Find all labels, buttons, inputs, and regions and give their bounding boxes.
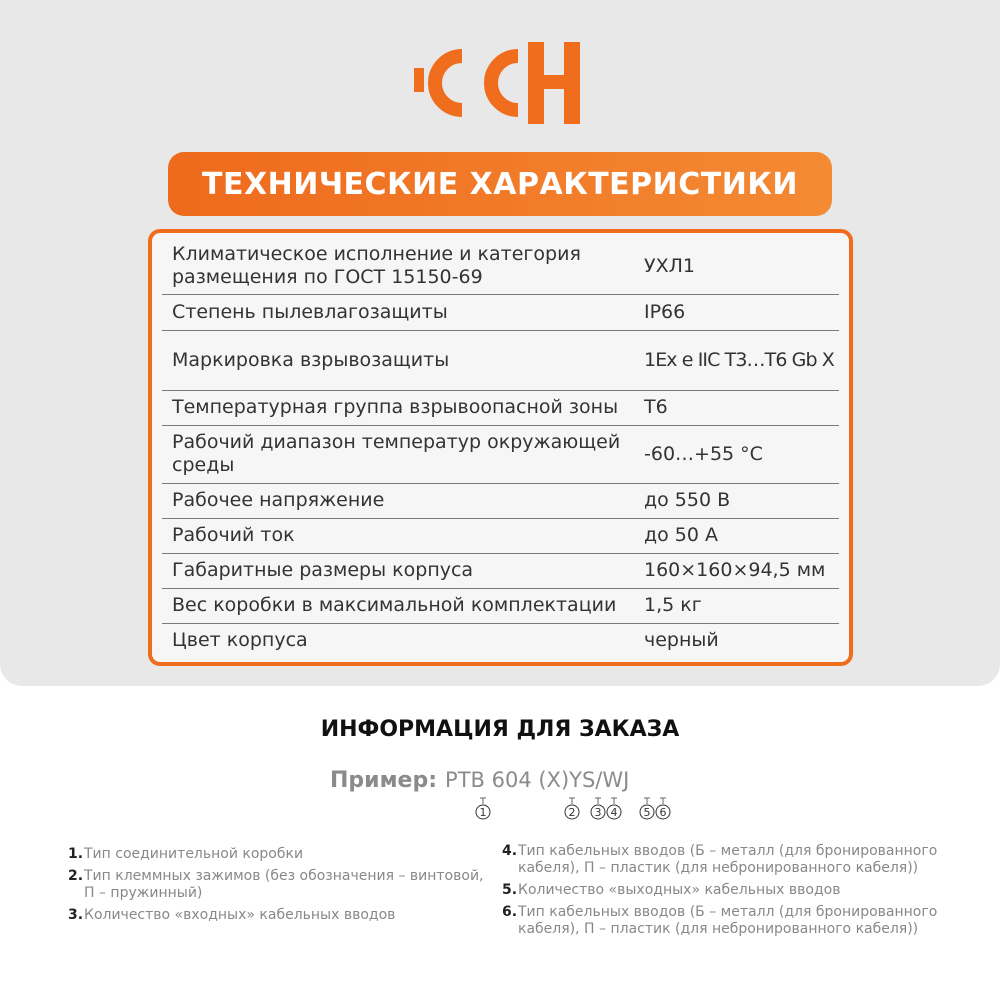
- example-code: РТВ 604 (X)YS/WJ: [445, 768, 630, 792]
- marker-number: 6: [659, 806, 667, 819]
- marker-number: 4: [610, 806, 618, 819]
- cci-logo: [414, 42, 584, 124]
- marker-5: [640, 798, 654, 819]
- legend-text: Количество «входных» кабельных вводов: [84, 907, 396, 923]
- legend-number: 6.: [502, 904, 518, 920]
- spec-key: Рабочее напряжение: [162, 483, 640, 518]
- legend-text: Тип клеммных зажимов (без обозначения – винтовой, П – пружинный): [84, 868, 484, 901]
- spec-value: 1,5 кг: [640, 588, 839, 623]
- spec-row: [162, 483, 839, 518]
- spec-row: [162, 553, 839, 588]
- marker-4: [607, 798, 621, 819]
- legend-item: [68, 868, 488, 902]
- legend-item: [502, 904, 942, 938]
- spec-row: [162, 588, 839, 623]
- legend-number: 4.: [502, 843, 518, 859]
- legend-item: [502, 843, 942, 877]
- legend-number: 5.: [502, 882, 518, 898]
- spec-row: [162, 623, 839, 658]
- legend-item: [502, 882, 942, 899]
- spec-key: Габаритные размеры корпуса: [162, 553, 640, 588]
- spec-value: 160×160×94,5 мм: [640, 553, 839, 588]
- marker-number: 2: [568, 806, 576, 819]
- spec-value: -60…+55 °C: [640, 425, 839, 483]
- order-example: [330, 768, 629, 798]
- legend-item: [68, 907, 488, 924]
- spec-value: до 50 А: [640, 518, 839, 553]
- spec-value: черный: [644, 629, 719, 652]
- spec-row: [162, 330, 839, 390]
- code-markers: [0, 796, 1000, 822]
- specs-title: ТЕХНИЧЕСКИЕ ХАРАКТЕРИСТИКИ: [168, 152, 832, 216]
- specs-table-frame: [148, 229, 853, 666]
- marker-1: [476, 798, 490, 819]
- marker-number: 5: [643, 806, 651, 819]
- legend-text: Тип кабельных вводов (Б – металл (для бронированного кабеля), П – пластик (для небронированного кабеля)): [518, 904, 938, 937]
- legend-number: 2.: [68, 868, 84, 884]
- legend-text: Тип кабельных вводов (Б – металл (для бронированного кабеля), П – пластик (для небронированного кабеля)): [518, 843, 938, 876]
- spec-key: Климатическое исполнение и категория размещения по ГОСТ 15150-69: [162, 239, 640, 294]
- spec-value: IP66: [640, 294, 839, 330]
- example-label: Пример:: [330, 768, 438, 793]
- spec-key: Цвет корпуса: [172, 629, 308, 652]
- marker-3: [591, 798, 605, 819]
- legend-text: Количество «выходных» кабельных вводов: [518, 882, 841, 898]
- spec-value: Т6: [640, 390, 839, 425]
- specs-table: [162, 239, 839, 658]
- legend-right: [502, 843, 942, 943]
- spec-row: [162, 294, 839, 330]
- legend-number: 3.: [68, 907, 84, 923]
- marker-number: 3: [594, 806, 602, 819]
- marker-6: [656, 798, 670, 819]
- spec-value: до 550 В: [640, 483, 839, 518]
- spec-row: [162, 239, 839, 294]
- spec-key: Степень пылевлагозащиты: [162, 294, 640, 330]
- spec-value: 1Ex e IIC T3…T6 Gb X: [640, 330, 839, 390]
- spec-key: Температурная группа взрывоопасной зоны: [162, 390, 640, 425]
- spec-key: Вес коробки в максимальной комплектации: [162, 588, 640, 623]
- legend-left: [68, 846, 488, 929]
- legend-text: Тип соединительной коробки: [84, 846, 304, 862]
- marker-number: 1: [479, 806, 487, 819]
- spec-value: УХЛ1: [640, 239, 839, 294]
- spec-key: Маркировка взрывозащиты: [162, 330, 640, 390]
- spec-key: Рабочий ток: [162, 518, 640, 553]
- order-info-title: ИНФОРМАЦИЯ ДЛЯ ЗАКАЗА: [320, 717, 680, 742]
- legend-item: [68, 846, 488, 863]
- spec-key: Рабочий диапазон температур окружающей среды: [162, 425, 640, 483]
- legend-number: 1.: [68, 846, 84, 862]
- spec-row: [162, 518, 839, 553]
- spec-row: [162, 390, 839, 425]
- spec-row: [162, 425, 839, 483]
- marker-2: [565, 798, 579, 819]
